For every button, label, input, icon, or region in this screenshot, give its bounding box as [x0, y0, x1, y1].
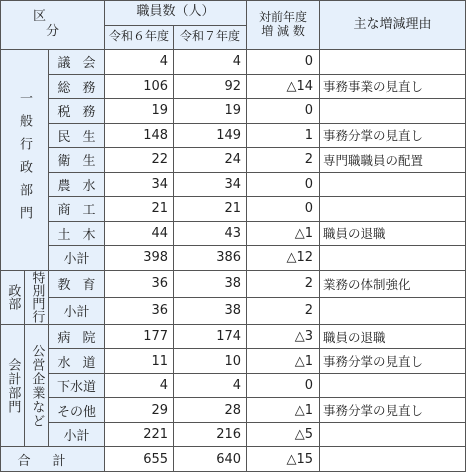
cell-reason: 事務分掌の見直し: [320, 398, 466, 423]
cell-r6: 4: [105, 373, 174, 398]
table-row: [1, 373, 466, 398]
cell-r6: 4: [105, 50, 174, 75]
subtotal-row: [1, 297, 466, 324]
row-label: その他: [49, 398, 105, 423]
cell-reason: 業務の体制強化: [320, 270, 466, 297]
total-r6: 655: [105, 447, 174, 472]
cell-reason: 専門職職員の配置: [320, 148, 466, 173]
cell-change: 2: [247, 270, 320, 297]
cell-r7: 19: [174, 99, 247, 124]
row-label: 商工: [49, 197, 105, 222]
header-change: 対前年度 増 減 数: [247, 1, 320, 50]
cell-change: △1: [247, 349, 320, 374]
table-row: [1, 270, 466, 297]
cell-reason: [320, 297, 466, 324]
total-change: △15: [247, 447, 320, 472]
cell-r6: 148: [105, 123, 174, 148]
cell-reason: [320, 50, 466, 75]
cell-r7: 4: [174, 50, 247, 75]
row-label: 水道: [49, 349, 105, 374]
cell-r6: 177: [105, 324, 174, 349]
cell-r7: 10: [174, 349, 247, 374]
cell-r6: 398: [105, 246, 174, 271]
row-label: 病院: [49, 324, 105, 349]
cell-change: 0: [247, 172, 320, 197]
subtotal-label: 小計: [49, 297, 105, 324]
table-row: [1, 324, 466, 349]
cell-r6: 221: [105, 422, 174, 447]
table-row: [1, 99, 466, 124]
total-row: [1, 447, 466, 472]
cell-reason: 職員の退職: [320, 221, 466, 246]
cell-change: △1: [247, 221, 320, 246]
table-row: [1, 398, 466, 423]
header-reason: 主な増減理由: [320, 1, 466, 50]
cell-r7: 21: [174, 197, 247, 222]
cell-r6: 22: [105, 148, 174, 173]
row-label: 下水道: [49, 373, 105, 398]
cell-change: △14: [247, 74, 320, 99]
group-special-left: 政部: [1, 270, 25, 324]
cell-r7: 4: [174, 373, 247, 398]
header-category: 区 分: [1, 1, 105, 50]
row-label: 衛生: [49, 148, 105, 173]
cell-reason: [320, 99, 466, 124]
row-label: 教育: [49, 270, 105, 297]
cell-reason: [320, 246, 466, 271]
group-public-left: 会計部門: [1, 324, 25, 447]
cell-r6: 29: [105, 398, 174, 423]
cell-change: △12: [247, 246, 320, 271]
table-row: [1, 349, 466, 374]
cell-r7: 149: [174, 123, 247, 148]
cell-change: △5: [247, 422, 320, 447]
group-general: 一般行政部門: [1, 50, 49, 271]
cell-r7: 34: [174, 172, 247, 197]
cell-reason: 事務分掌の見直し: [320, 123, 466, 148]
subtotal-label: 小計: [49, 422, 105, 447]
header-year6: 令和６年度: [105, 25, 174, 50]
total-label: 合計: [1, 447, 105, 472]
cell-r6: 44: [105, 221, 174, 246]
table-row: [1, 123, 466, 148]
cell-change: 0: [247, 99, 320, 124]
cell-r7: 28: [174, 398, 247, 423]
cell-change: 0: [247, 373, 320, 398]
row-label: 総務: [49, 74, 105, 99]
table-row: [1, 172, 466, 197]
cell-r7: 38: [174, 270, 247, 297]
group-special-right: 特別門行: [25, 270, 49, 324]
table-row: [1, 148, 466, 173]
cell-reason: [320, 422, 466, 447]
table-row: [1, 50, 466, 75]
row-label: 農水: [49, 172, 105, 197]
cell-reason: [320, 373, 466, 398]
cell-r6: 36: [105, 270, 174, 297]
cell-r7: 386: [174, 246, 247, 271]
table-row: [1, 74, 466, 99]
cell-r7: 92: [174, 74, 247, 99]
row-label: 土木: [49, 221, 105, 246]
header-year7: 令和７年度: [174, 25, 247, 50]
table-row: [1, 197, 466, 222]
cell-r7: 216: [174, 422, 247, 447]
cell-r6: 19: [105, 99, 174, 124]
cell-r7: 174: [174, 324, 247, 349]
cell-r7: 38: [174, 297, 247, 324]
cell-change: △1: [247, 398, 320, 423]
cell-change: 0: [247, 197, 320, 222]
total-reason: [320, 447, 466, 472]
cell-change: 2: [247, 148, 320, 173]
total-r7: 640: [174, 447, 247, 472]
cell-reason: 事務事業の見直し: [320, 74, 466, 99]
cell-reason: [320, 172, 466, 197]
cell-r6: 106: [105, 74, 174, 99]
row-label: 議会: [49, 50, 105, 75]
row-label: 民生: [49, 123, 105, 148]
cell-change: 1: [247, 123, 320, 148]
subtotal-row: [1, 422, 466, 447]
cell-r6: 34: [105, 172, 174, 197]
cell-r6: 11: [105, 349, 174, 374]
header-staff-count: 職員数（人）: [105, 1, 247, 26]
cell-reason: 事務分掌の見直し: [320, 349, 466, 374]
group-public-right: 公営企業など: [25, 324, 49, 447]
cell-change: △3: [247, 324, 320, 349]
subtotal-row: [1, 246, 466, 271]
cell-r7: 43: [174, 221, 247, 246]
cell-reason: [320, 197, 466, 222]
subtotal-label: 小計: [49, 246, 105, 271]
cell-change: 0: [247, 50, 320, 75]
cell-r7: 24: [174, 148, 247, 173]
cell-r6: 21: [105, 197, 174, 222]
table-row: [1, 221, 466, 246]
row-label: 税務: [49, 99, 105, 124]
cell-reason: 職員の退職: [320, 324, 466, 349]
cell-r6: 36: [105, 297, 174, 324]
cell-change: 2: [247, 297, 320, 324]
